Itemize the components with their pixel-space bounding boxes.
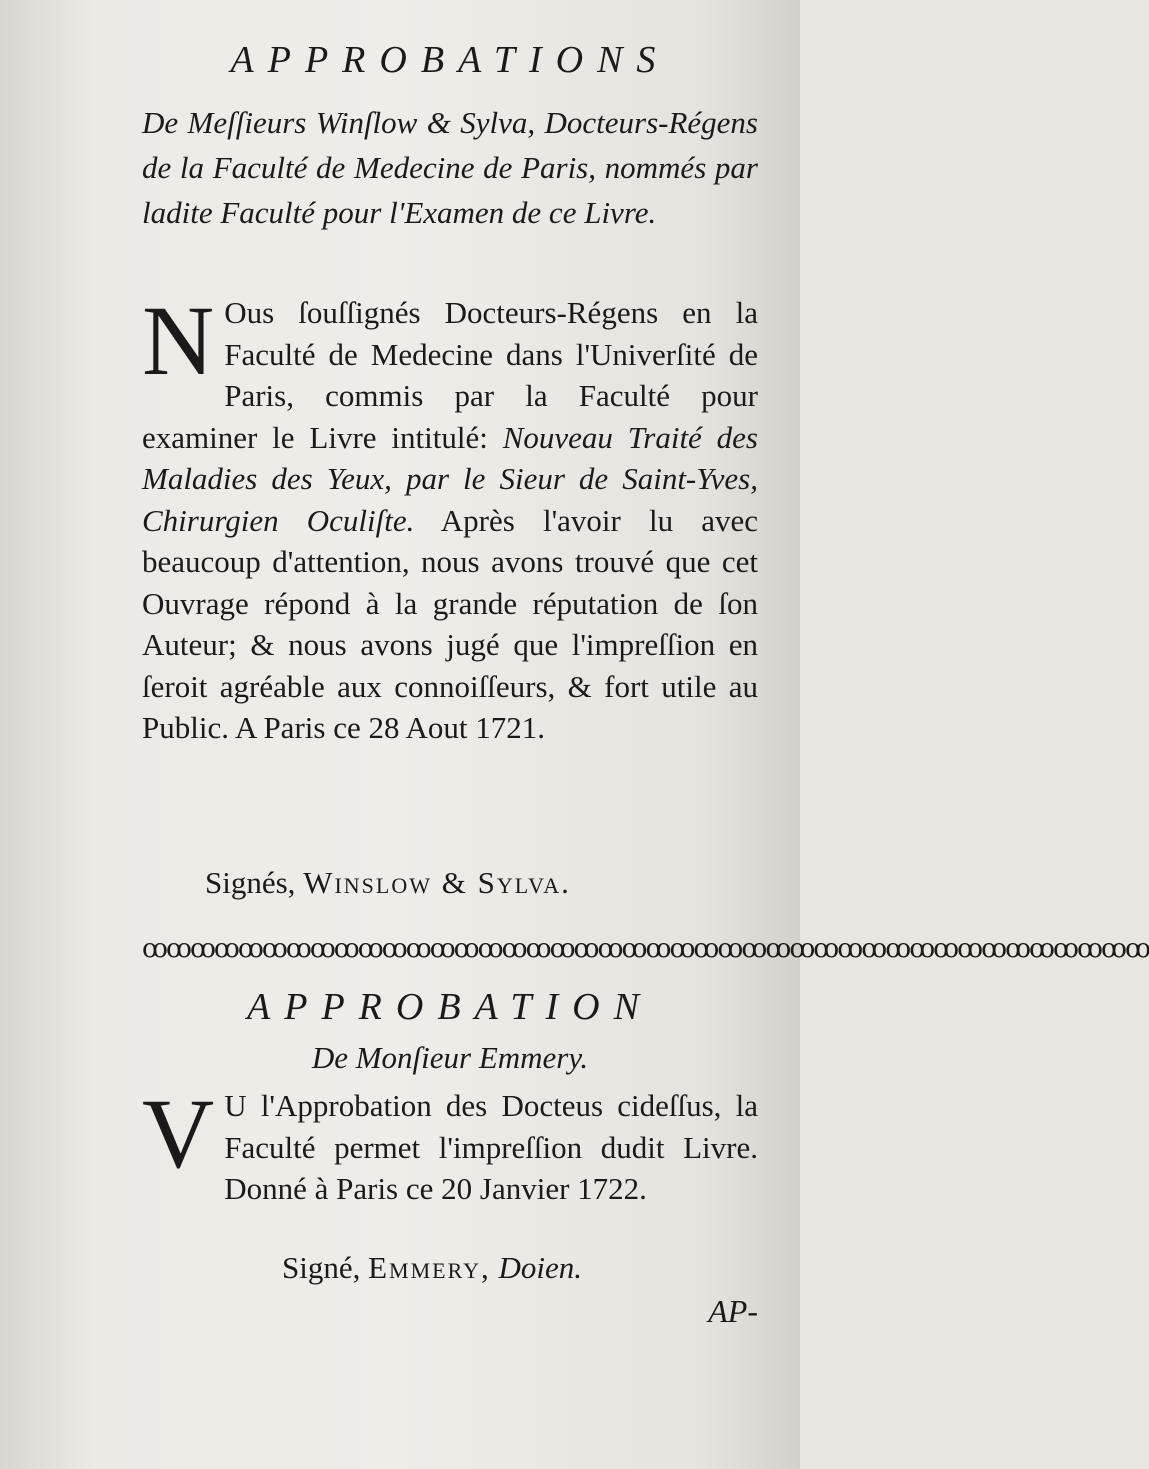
signature-role: Doien. — [498, 1250, 582, 1285]
approbations-title: APPROBATIONS — [230, 39, 670, 81]
approbations-subtitle: De Meſſieurs Winſlow & Sylva, Docteurs-Régens de la Faculté de Medecine de Paris, nommés par ladite Faculté pour l'Examen de ce Livre. — [142, 105, 758, 230]
approbation-signature — [282, 1250, 582, 1286]
approbation-title: APPROBATION — [247, 986, 653, 1028]
drop-cap-n: N — [142, 285, 215, 396]
drop-cap-v: V — [142, 1078, 215, 1189]
ornament-divider: ꝏꝏꝏꝏꝏꝏꝏꝏꝏꝏꝏꝏꝏꝏꝏꝏꝏꝏꝏꝏꝏꝏꝏꝏꝏꝏꝏꝏꝏꝏꝏꝏꝏꝏꝏꝏꝏꝏꝏꝏꝏꝏ — [142, 934, 1149, 963]
catchword: AP- — [708, 1293, 758, 1329]
approbation-body — [142, 1078, 758, 1210]
book-title: Nouveau Traité des Maladies des Yeux, par le Sieur de Saint-Yves, Chirurgien Oculiſte. — [142, 419, 758, 538]
body-start: Ous ſouſſignés Docteurs-Régens en la Faculté de Medecine dans l'Univerſité de Paris, commis par la Faculté pour examiner le Livre intitulé: — [142, 295, 758, 455]
signature-prefix-2: Signé, — [282, 1250, 361, 1285]
signature-names: Winslow & Sylva. — [303, 865, 571, 900]
signature-name-2: Emmery, — [368, 1250, 491, 1285]
approbations-body — [142, 285, 758, 749]
signature-prefix: Signés, — [205, 865, 296, 900]
approbations-signature — [205, 865, 571, 901]
approbation-subtitle: De Monſieur Emmery. — [311, 1040, 589, 1075]
body-end: Après l'avoir lu avec beaucoup d'attention, nous avons trouvé que cet Ouvrage répond à la grande réputation de ſon Auteur; & nous avons jugé que l'impreſſion en ſeroit agréable aux connoiſſeurs, & fort utile au Public. A Paris ce 28 Aout 1721. — [142, 502, 758, 745]
approbation-text: U l'Approbation des Docteus cideſſus, la Faculté permet l'impreſſion dudit Livre. Donné à Paris ce 20 Janvier 1722. — [224, 1088, 758, 1206]
